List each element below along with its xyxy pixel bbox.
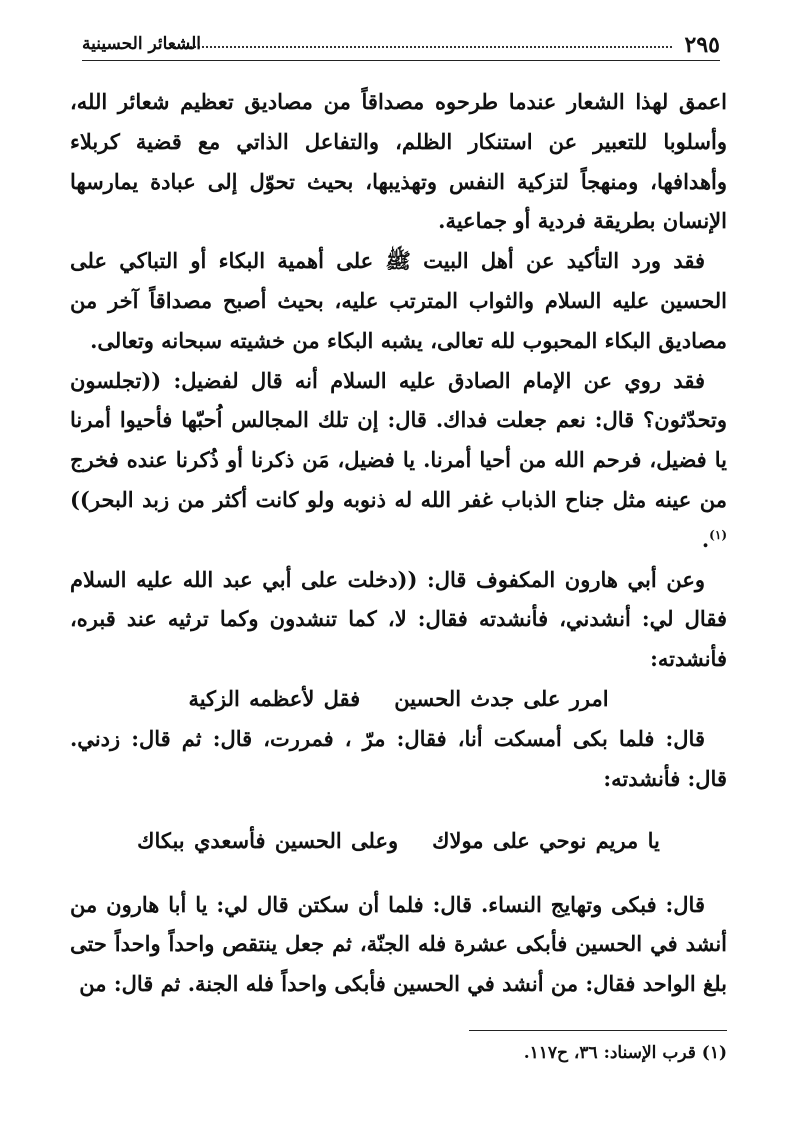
header-dot-leader [170, 46, 672, 48]
verse-2 [70, 821, 727, 861]
footnote: (١) قرب الإسناد: ٣٦، ح١١٧. [523, 1043, 727, 1063]
footnote-marker: (١) [709, 527, 727, 542]
paragraph-2: فقد ورد التأكيد عن أهل البيت ﷺ على أهمية البكاء أو التباكي على الحسين عليه السلام والثواب المترتب عليه، بحيث أصبح مصداقاً آخر من مصاديق البكاء المحبوب لله تعالى، يشبه البكاء من خشيته سبحانه وتعالى. [70, 248, 727, 353]
paragraph-5: قال: فلما بكى أمسكت أنا، فقال: مرّ ، فمررت، قال: ثم قال: زدني. قال: فأنشدته: [70, 725, 727, 791]
running-title: الشعائر الحسينية [82, 34, 202, 54]
verse-2-first-hemistich: يا مريم نوحي على مولاك [432, 827, 660, 853]
paragraph-3: فقد روي عن الإمام الصادق عليه السلام أنه قال لفضيل: ((تجلسون وتحدّثون؟ قال: نعم جعلت فداك. قال: إن تلك المجالس اُحبّها فأحيوا أمرنا يا فضيل، فرحم الله من أحيا أمرنا. يا فضيل، مَن ذكرنا أو ذُكرنا عنده فخرج من عينه مثل جناح الذباب غفر الله له ذنوبه ولو كانت أكثر من زبد البحر))$^{(١)}$. [70, 367, 727, 552]
footnote-separator [469, 1030, 727, 1031]
body-text [70, 82, 727, 1004]
page-number: ٢٩٥ [684, 32, 720, 58]
paragraph-1: اعمق لهذا الشعار عندما طرحوه مصداقاً من مصاديق تعظيم شعائر الله، وأسلوبا للتعبير عن استنكار الظلم، والتفاعل الذاتي مع قضية كربلاء وأهدافها، ومنهجاً لتزكية النفس وتهذيبها، بحيث تحوّل إلى عبادة يمارسها الإنسان بطريقة فردية أو جماعية. [70, 89, 727, 234]
paragraph-6: قال: فبكى وتهايج النساء. قال: فلما أن سكتن قال لي: يا أبا هارون من أنشد في الحسين فأبكى عشرة فله الجنّة، ثم جعل ينتقص واحداً واحداً حتى بلغ الواحد فقال: من أنشد في الحسين فأبكى واحداً فله الجنة. ثم قال: من [70, 891, 727, 997]
verse-1-first-hemistich: امرر على جدث الحسين [394, 685, 609, 711]
verse-1-second-hemistich: فقل لأعظمه الزكية [188, 685, 361, 711]
verse-2-second-hemistich: وعلى الحسين فأسعدي ببكاك [137, 827, 399, 853]
page-header [82, 30, 720, 61]
paragraph-3-text: فقد روي عن الإمام الصادق عليه السلام أنه قال لفضيل: ((تجلسون وتحدّثون؟ قال: نعم جعلت فداك. قال: إن تلك المجالس اُحبّها فأحيوا أمرنا يا فضيل، فرحم الله من أحيا أمرنا. يا فضيل، مَن ذكرنا أو ذُكرنا عنده فخرج من عينه مثل جناح الذباب غفر الله له ذنوبه ولو كانت أكثر من زبد البحر)) [70, 367, 727, 512]
paragraph-4: وعن أبي هارون المكفوف قال: ((دخلت على أبي عبد الله عليه السلام فقال لي: أنشدني، فأنشدته فقال: لا، كما تنشدون وكما ترثيه عند قبره، فأنشدته: [70, 566, 727, 672]
verse-1 [70, 679, 727, 719]
